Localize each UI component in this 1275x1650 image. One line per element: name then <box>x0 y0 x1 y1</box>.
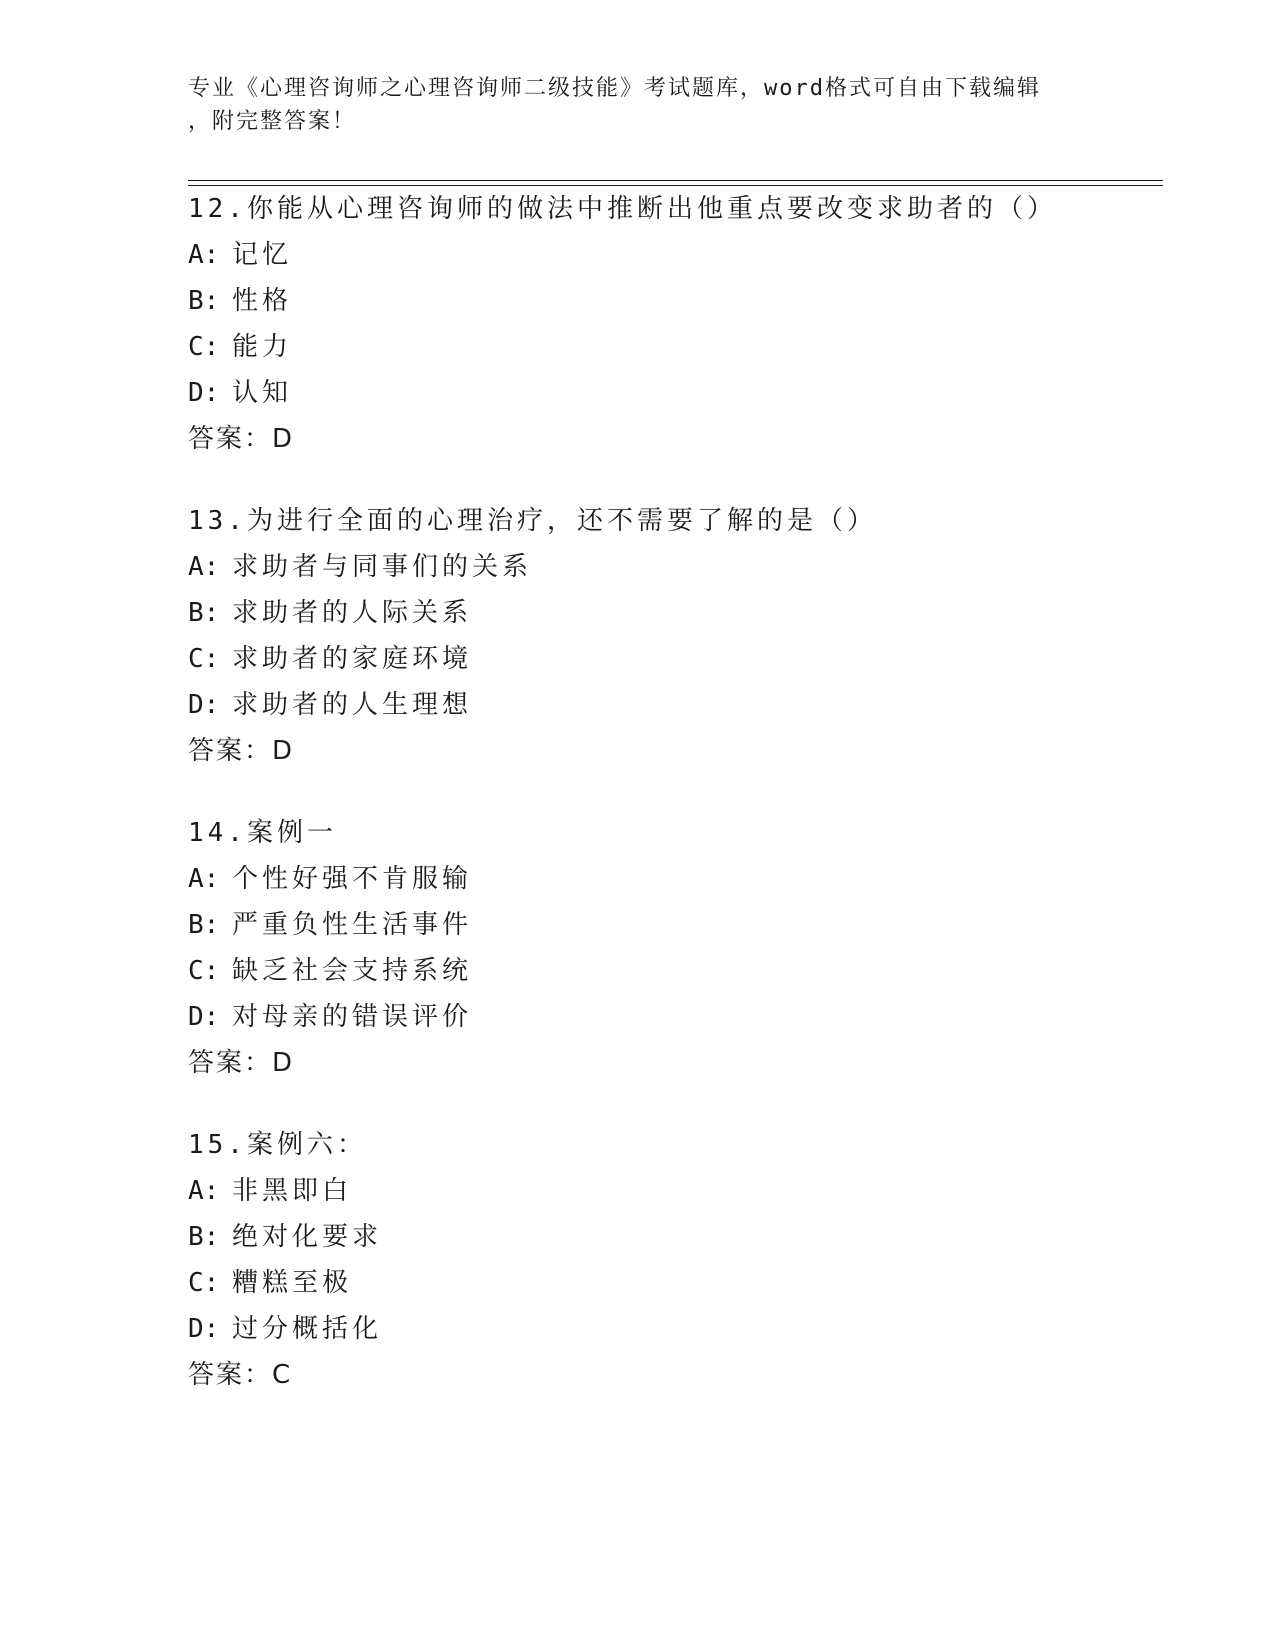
option-c <box>188 948 1188 994</box>
header-line-1: 专业《心理咨询师之心理咨询师二级技能》考试题库，word格式可自由下载编辑 <box>188 76 1041 101</box>
option-text: 过分概括化 <box>232 1314 383 1344</box>
option-text: 求助者与同事们的关系 <box>232 552 533 582</box>
question-stem: 13.为进行全面的心理治疗，还不需要了解的是（） <box>188 506 877 536</box>
question-stem: 14.案例一 <box>188 818 337 848</box>
option-letter: A: <box>188 1176 220 1206</box>
option-text: 绝对化要求 <box>232 1222 383 1252</box>
option-d <box>188 994 1188 1040</box>
option-c <box>188 324 1188 370</box>
option-a <box>188 1168 1188 1214</box>
option-letter: A: <box>188 864 220 894</box>
option-text: 非黑即白 <box>232 1176 353 1206</box>
option-letter: C: <box>188 956 220 986</box>
question-stem: 12.你能从心理咨询师的做法中推断出他重点要改变求助者的（） <box>188 194 1057 224</box>
option-letter: A: <box>188 240 220 270</box>
question-14 <box>188 810 1188 1086</box>
document-header <box>188 72 1088 138</box>
answer-line: 答案：C <box>188 1360 293 1390</box>
option-b <box>188 1214 1188 1260</box>
option-b <box>188 590 1188 636</box>
option-letter: B: <box>188 598 220 628</box>
option-letter: B: <box>188 1222 220 1252</box>
option-text: 能力 <box>232 332 293 362</box>
option-letter: C: <box>188 332 220 362</box>
option-letter: B: <box>188 286 220 316</box>
option-letter: D: <box>188 1002 220 1032</box>
option-text: 认知 <box>232 378 293 408</box>
question-stem: 15.案例六： <box>188 1130 367 1160</box>
option-text: 求助者的人生理想 <box>232 690 473 720</box>
option-a <box>188 232 1188 278</box>
option-a <box>188 856 1188 902</box>
option-text: 求助者的家庭环境 <box>232 644 473 674</box>
option-c <box>188 1260 1188 1306</box>
answer-line: 答案：D <box>188 424 295 454</box>
option-d <box>188 370 1188 416</box>
option-text: 求助者的人际关系 <box>232 598 473 628</box>
header-line-2: ，附完整答案！ <box>188 109 357 134</box>
option-text: 缺乏社会支持系统 <box>232 956 473 986</box>
option-letter: C: <box>188 1268 220 1298</box>
option-letter: D: <box>188 690 220 720</box>
option-text: 个性好强不肯服输 <box>232 864 473 894</box>
answer-line: 答案：D <box>188 1048 295 1078</box>
option-letter: C: <box>188 644 220 674</box>
option-letter: B: <box>188 910 220 940</box>
option-text: 严重负性生活事件 <box>232 910 473 940</box>
option-a <box>188 544 1188 590</box>
option-b <box>188 902 1188 948</box>
option-d <box>188 682 1188 728</box>
option-letter: D: <box>188 1314 220 1344</box>
question-13 <box>188 498 1188 774</box>
answer-line: 答案：D <box>188 736 295 766</box>
option-text: 对母亲的错误评价 <box>232 1002 473 1032</box>
option-text: 性格 <box>232 286 293 316</box>
option-letter: A: <box>188 552 220 582</box>
option-c <box>188 636 1188 682</box>
option-text: 糟糕至极 <box>232 1268 353 1298</box>
question-12 <box>188 186 1188 462</box>
option-text: 记忆 <box>232 240 293 270</box>
option-letter: D: <box>188 378 220 408</box>
question-15 <box>188 1122 1188 1398</box>
option-b <box>188 278 1188 324</box>
option-d <box>188 1306 1188 1352</box>
